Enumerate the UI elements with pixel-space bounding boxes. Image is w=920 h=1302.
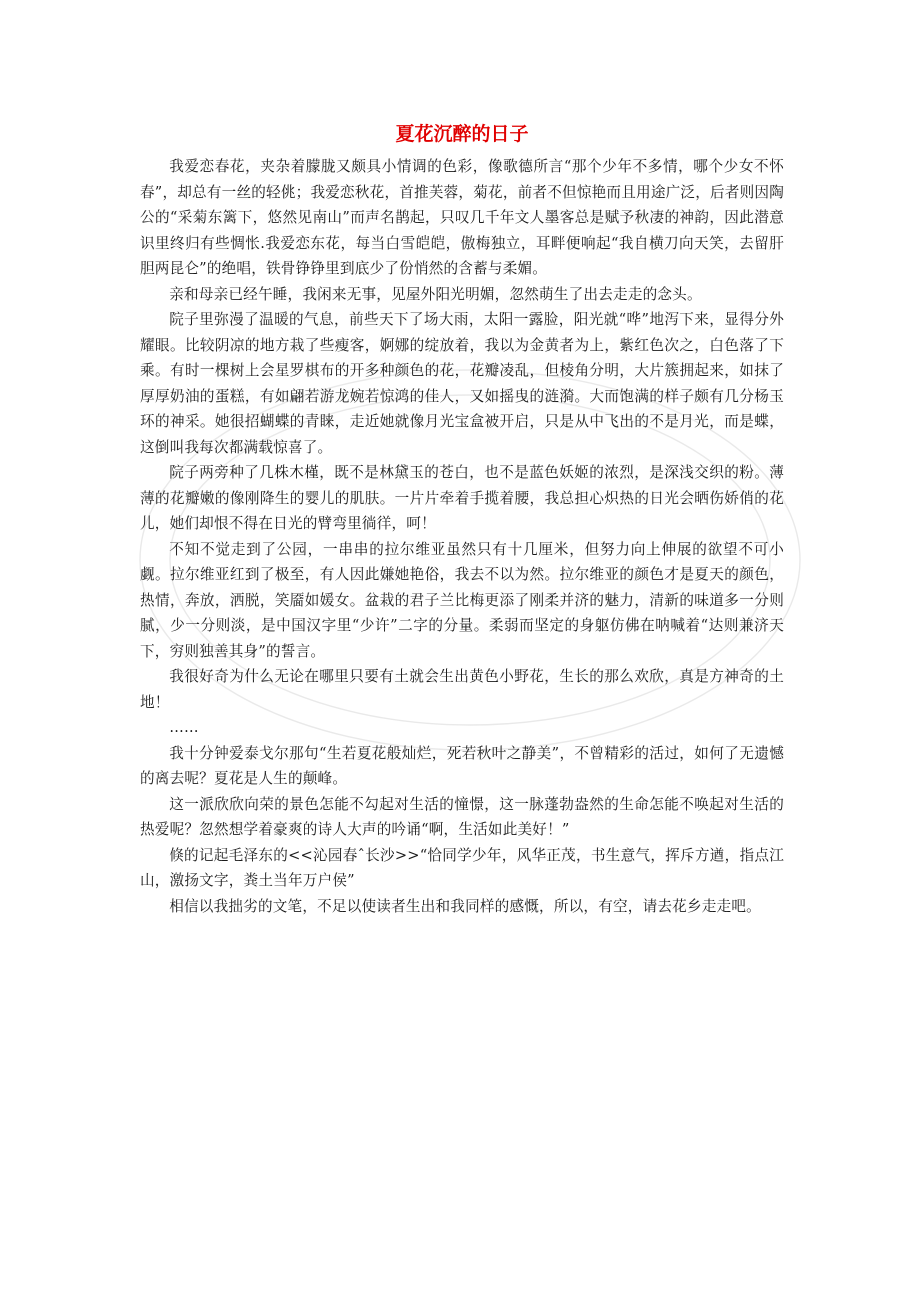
paragraph: 院子里弥漫了温暖的气息，前些天下了场大雨，太阳一露脸，阳光就“哗”地泻下来，显得分外耀眼。比较阴凉的地方栽了些瘦客，婀娜的绽放着，我以为金黄者为上，紫红色次之，白色落了下乘。有时一棵树上会星罗棋布的开多种颜色的花，花瓣凌乱，但棱角分明，大片簇拥起来，如抹了厚厚奶油的蛋糕，有如翩若游龙婉若惊鸿的佳人，又如摇曳的涟漪。大而饱满的样子颇有几分杨玉环的神采。她很招蝴蝶的青睐，走近她就像月光宝盒被开启，只是从中飞出的不是月光，而是蝶，这倒叫我每次都满载惊喜了。 [140,311,784,456]
paragraph: 亲和母亲已经午睡，我闲来无事，见屋外阳光明媚，忽然萌生了出去走走的念头。 [169,285,702,303]
paragraph: 院子两旁种了几株木槿，既不是林黛玉的苍白，也不是蓝色妖姬的浓烈，是深浅交织的粉。薄薄的花瓣嫩的像刚降生的婴儿的肌肤。一片片牵着手揽着腰，我总担心炽热的日光会晒伤娇俏的花儿，她们却恨不得在日光的臂弯里徜徉，呵！ [140,464,784,532]
paragraph: 我很好奇为什么无论在哪里只要有土就会生出黄色小野花，生长的那么欢欣，真是方神奇的土地！ [140,668,784,711]
paragraph: 我爱恋春花，夹杂着朦胧又颇具小情调的色彩，像歌德所言“那个少年不多情，哪个少女不怀春”，却总有一丝的轻佻；我爱恋秋花，首推芙蓉，菊花，前者不但惊艳而且用途广泛，后者则因陶公的“采菊东篱下，悠然见南山”而声名鹊起，只叹几千年文人墨客总是赋予秋凄的神韵，因此潜意识里终归有些惆怅.我爱恋东花，每当白雪皑皑，傲梅独立，耳畔便响起“我自横刀向天笑，去留肝胆两昆仑”的绝唱，铁骨铮铮里到底少了份悄然的含蓄与柔媚。 [140,158,784,277]
document-title: 夏花沉醉的日子 [395,123,529,145]
paragraph: 不知不觉走到了公园，一串串的拉尔维亚虽然只有十几厘米，但努力向上伸展的欲望不可小觑。拉尔维亚红到了极至，有人因此嫌她艳俗，我去不以为然。拉尔维亚的颜色才是夏天的颜色，热情，奔放，洒脱，笑靥如媛女。盆栽的君子兰比梅更添了刚柔并济的魅力，清新的味道多一分则腻，少一分则淡，是中国汉字里“少许”二字的分量。柔弱而坚定的身躯仿佛在呐喊着“达则兼济天下，穷则独善其身”的誓言。 [140,540,784,660]
document-body [140,118,784,919]
paragraph: 倏的记起毛泽东的<<沁园春ˆ长沙>>“恰同学少年，风华正茂，书生意气，挥斥方遒，指点江山，激扬文字，粪土当年万户侯” [140,846,784,889]
paragraph: 相信以我拙劣的文笔，不足以使读者生出和我同样的感慨，所以，有空，请去花乡走走吧。 [169,897,761,915]
ellipsis-line: …… [169,719,199,736]
paragraph: 我十分钟爱泰戈尔那句“生若夏花般灿烂，死若秋叶之静美”，不曾精彩的活过，如何了无遗憾的离去呢？夏花是人生的颠峰。 [140,744,784,787]
paragraph: 这一派欣欣向荣的景色怎能不勾起对生活的憧憬，这一脉蓬勃盎然的生命怎能不唤起对生活的热爱呢？忽然想学着豪爽的诗人大声的吟诵“啊，生活如此美好！” [140,795,784,838]
